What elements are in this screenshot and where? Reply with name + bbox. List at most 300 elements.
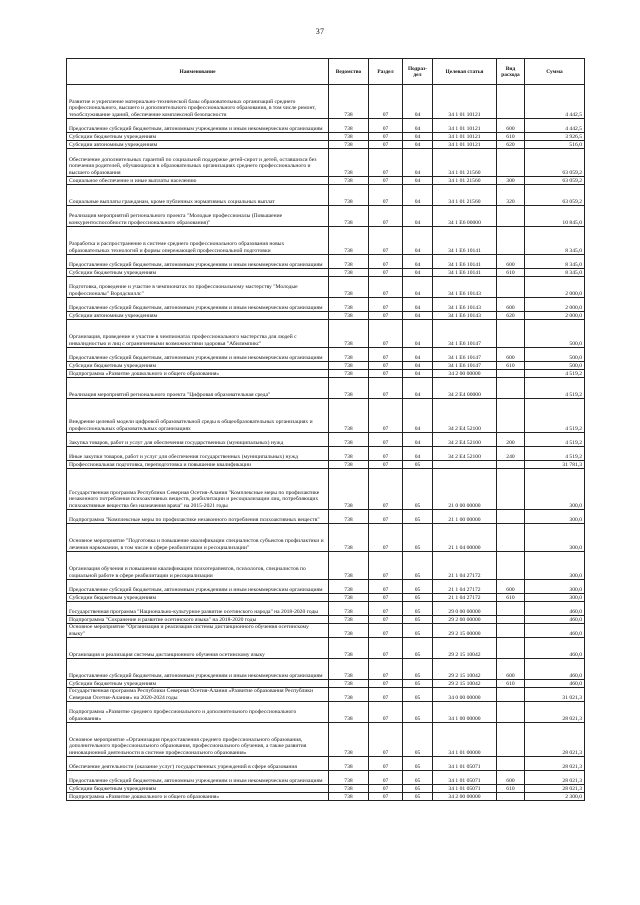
row-sum: 300,0 — [525, 524, 585, 552]
row-vedomstvo: 738 — [329, 362, 369, 370]
row-target: 34 1 00 00000 — [433, 702, 497, 723]
row-razdel: 07 — [369, 469, 403, 510]
row-podrazdel: 04 — [403, 149, 433, 177]
row-target: 34 0 00 00000 — [433, 688, 497, 702]
row-name: Подпрограмма "Сохранение и развитие осетинского языка" на 2018-2020 годы — [67, 616, 329, 624]
row-vedomstvo: 738 — [329, 688, 369, 702]
row-sum: 460,0 — [525, 659, 585, 680]
row-name: Подпрограмма «Развитие среднего профессионального и дополнительного профессионального образования» — [67, 702, 329, 723]
row-razdel: 07 — [369, 433, 403, 447]
row-razdel: 07 — [369, 510, 403, 524]
row-target: 29 2 00 00000 — [433, 616, 497, 624]
row-vid — [497, 399, 525, 433]
row-vedomstvo: 738 — [329, 552, 369, 580]
row-vid — [497, 370, 525, 378]
row-sum: 4 442,5 — [525, 119, 585, 133]
table-row — [67, 133, 585, 141]
row-podrazdel: 05 — [403, 461, 433, 469]
row-razdel: 07 — [369, 133, 403, 141]
row-podrazdel: 05 — [403, 624, 433, 638]
row-razdel: 07 — [369, 580, 403, 594]
row-podrazdel: 05 — [403, 771, 433, 785]
row-vedomstvo: 738 — [329, 680, 369, 688]
row-vid: 600 — [497, 580, 525, 594]
row-sum: 28 021,3 — [525, 771, 585, 785]
row-razdel: 07 — [369, 461, 403, 469]
row-target: 34 1 E6 10141 — [433, 255, 497, 269]
row-sum: 8 345,0 — [525, 227, 585, 255]
row-razdel: 07 — [369, 680, 403, 688]
row-name: Субсидии бюджетным учреждениям — [67, 594, 329, 602]
table-row — [67, 399, 585, 433]
row-name: Обеспечение деятельности (оказание услуг) государственных учреждений в сфере образования — [67, 757, 329, 771]
table-row — [67, 255, 585, 269]
row-podrazdel: 04 — [403, 298, 433, 312]
row-podrazdel: 05 — [403, 688, 433, 702]
row-vedomstvo: 738 — [329, 370, 369, 378]
row-vid: 610 — [497, 594, 525, 602]
header-razdel: Раздел — [369, 59, 403, 85]
table-row — [67, 785, 585, 793]
row-target: 34 1 E6 10141 — [433, 269, 497, 277]
row-name: Предоставление субсидий бюджетным, автономным учреждениям и иным некоммерческим организациям — [67, 771, 329, 785]
row-vid: 610 — [497, 133, 525, 141]
row-name: Предоставление субсидий бюджетным, автономным учреждениям и иным некоммерческим организациям — [67, 659, 329, 680]
row-vedomstvo: 738 — [329, 469, 369, 510]
row-vedomstvo: 738 — [329, 141, 369, 149]
row-name: Подпрограмма «Развитие дошкольного и общего образования» — [67, 370, 329, 378]
row-vid: 600 — [497, 771, 525, 785]
row-vedomstvo: 738 — [329, 580, 369, 594]
row-razdel: 07 — [369, 616, 403, 624]
row-vid: 610 — [497, 269, 525, 277]
row-podrazdel: 04 — [403, 277, 433, 298]
row-sum: 4 519,2 — [525, 378, 585, 399]
row-name: Государственная программа Республики Северная Осетия-Алания "Комплексные меры по профилактике незаконного потребления психоактивных веществ, реабилитации и ресоциализации лиц, потребляющих психоактивные вещества без назначения врача" на 2015-2021 годы — [67, 469, 329, 510]
row-name: Основное мероприятие "Организация и реализация системы дистанционного обучения осетинскому языку" — [67, 624, 329, 638]
table-row — [67, 602, 585, 616]
row-podrazdel: 05 — [403, 594, 433, 602]
row-sum: 300,0 — [525, 510, 585, 524]
row-sum: 28 021,3 — [525, 702, 585, 723]
table-row — [67, 298, 585, 312]
row-vedomstvo: 738 — [329, 702, 369, 723]
row-razdel: 07 — [369, 638, 403, 659]
row-razdel: 07 — [369, 185, 403, 206]
table-row — [67, 723, 585, 757]
row-podrazdel: 04 — [403, 320, 433, 348]
row-vid — [497, 461, 525, 469]
row-vid — [497, 624, 525, 638]
row-sum: 63 059,2 — [525, 185, 585, 206]
row-name: Обеспечение дополнительных гарантий по социальной поддержке детей-сирот и детей, оставшихся без попечения родителей, обучающихся в образовательных организациях среднего профессионального и высшего образования — [67, 149, 329, 177]
row-target: 21 1 04 00000 — [433, 524, 497, 552]
row-vedomstvo: 738 — [329, 185, 369, 206]
row-name: Основное мероприятие "Подготовка и повышение квалификации специалистов субъектов профилактики и лечения наркомании, в том числе в сфере реабилитации и ресоциализации" — [67, 524, 329, 552]
row-target: 34 2 E4 00000 — [433, 378, 497, 399]
row-vedomstvo: 738 — [329, 510, 369, 524]
row-podrazdel: 05 — [403, 580, 433, 594]
row-vedomstvo: 738 — [329, 723, 369, 757]
row-vid — [497, 206, 525, 227]
row-sum: 28 021,3 — [525, 785, 585, 793]
row-razdel: 07 — [369, 348, 403, 362]
row-vedomstvo: 738 — [329, 378, 369, 399]
row-target — [433, 461, 497, 469]
table-row — [67, 185, 585, 206]
row-vid — [497, 85, 525, 119]
row-vid — [497, 616, 525, 624]
header-podrazdel: Подраз-дел — [403, 59, 433, 85]
row-vedomstvo: 738 — [329, 447, 369, 461]
row-razdel: 07 — [369, 602, 403, 616]
row-vedomstvo: 738 — [329, 399, 369, 433]
row-vid — [497, 510, 525, 524]
row-razdel: 07 — [369, 206, 403, 227]
row-vedomstvo: 738 — [329, 277, 369, 298]
row-vid: 600 — [497, 119, 525, 133]
row-target: 34 1 01 21560 — [433, 177, 497, 185]
row-razdel: 07 — [369, 723, 403, 757]
row-name: Предоставление субсидий бюджетным, автономным учреждениям и иным некоммерческим организациям — [67, 298, 329, 312]
row-sum: 500,0 — [525, 320, 585, 348]
row-target: 34 2 00 00000 — [433, 370, 497, 378]
row-vid — [497, 227, 525, 255]
table-row — [67, 206, 585, 227]
header-target: Целевая статья — [433, 59, 497, 85]
row-podrazdel: 05 — [403, 510, 433, 524]
row-razdel: 07 — [369, 757, 403, 771]
table-row — [67, 461, 585, 469]
table-row — [67, 624, 585, 638]
row-podrazdel: 05 — [403, 638, 433, 659]
row-podrazdel: 05 — [403, 757, 433, 771]
row-target: 34 1 01 05071 — [433, 757, 497, 771]
row-vedomstvo: 738 — [329, 659, 369, 680]
row-vedomstvo: 738 — [329, 255, 369, 269]
row-target: 34 2 E4 52100 — [433, 447, 497, 461]
table-row — [67, 269, 585, 277]
row-sum: 8 345,0 — [525, 269, 585, 277]
row-razdel: 07 — [369, 793, 403, 801]
row-razdel: 07 — [369, 702, 403, 723]
row-vedomstvo: 738 — [329, 757, 369, 771]
table-header-row — [67, 59, 585, 85]
row-vedomstvo: 738 — [329, 85, 369, 119]
row-target: 34 2 E4 52100 — [433, 399, 497, 433]
row-razdel: 07 — [369, 552, 403, 580]
row-podrazdel: 04 — [403, 378, 433, 399]
table-row — [67, 793, 585, 801]
row-target: 34 1 E6 10147 — [433, 348, 497, 362]
table-row — [67, 524, 585, 552]
row-name: Закупка товаров, работ и услуг для обеспечения государственных (муниципальных) нужд — [67, 433, 329, 447]
row-name: Субсидии автономным учреждениям — [67, 141, 329, 149]
row-vedomstvo: 738 — [329, 638, 369, 659]
row-target: 21 1 00 00000 — [433, 510, 497, 524]
row-name: Разработка и распространение в системе среднего профессионального образования новых образовательных технологий и формы опережающей профессиональной подготовки — [67, 227, 329, 255]
row-sum: 300,0 — [525, 469, 585, 510]
row-podrazdel: 05 — [403, 723, 433, 757]
row-vedomstvo: 738 — [329, 616, 369, 624]
row-sum: 63 059,2 — [525, 177, 585, 185]
row-podrazdel: 04 — [403, 133, 433, 141]
row-name: Социальные выплаты гражданам, кроме публичных нормативных социальных выплат — [67, 185, 329, 206]
table-row — [67, 378, 585, 399]
table-row — [67, 638, 585, 659]
table-row — [67, 594, 585, 602]
table-row — [67, 757, 585, 771]
row-vedomstvo: 738 — [329, 602, 369, 616]
table-row — [67, 320, 585, 348]
row-podrazdel: 04 — [403, 362, 433, 370]
row-vid: 610 — [497, 680, 525, 688]
row-razdel: 07 — [369, 370, 403, 378]
row-name: Организация обучения и повышения квалификации психотерапевтов, психологов, специалистов по социальной работе в сфере реабилитации и ресоциализации — [67, 552, 329, 580]
row-sum: 8 345,0 — [525, 255, 585, 269]
row-vid: 600 — [497, 659, 525, 680]
row-target: 34 1 01 21560 — [433, 149, 497, 177]
row-target: 34 1 E6 10143 — [433, 312, 497, 320]
table-row — [67, 119, 585, 133]
header-name: Наименование — [67, 59, 329, 85]
row-vid — [497, 702, 525, 723]
row-name: Предоставление субсидий бюджетным, автономным учреждениям и иным некоммерческим организациям — [67, 580, 329, 594]
row-vedomstvo: 738 — [329, 133, 369, 141]
row-sum: 2 000,0 — [525, 312, 585, 320]
row-sum: 300,0 — [525, 552, 585, 580]
row-sum: 10 845,0 — [525, 206, 585, 227]
row-podrazdel: 05 — [403, 616, 433, 624]
table-row — [67, 149, 585, 177]
row-vid: 620 — [497, 141, 525, 149]
row-sum: 300,0 — [525, 580, 585, 594]
row-podrazdel: 05 — [403, 524, 433, 552]
table-row — [67, 771, 585, 785]
row-vid — [497, 469, 525, 510]
row-vedomstvo: 738 — [329, 119, 369, 133]
row-vid — [497, 757, 525, 771]
row-vid: 610 — [497, 785, 525, 793]
row-razdel: 07 — [369, 298, 403, 312]
row-razdel: 07 — [369, 659, 403, 680]
row-razdel: 07 — [369, 785, 403, 793]
row-sum: 460,0 — [525, 624, 585, 638]
row-target: 34 1 01 00000 — [433, 723, 497, 757]
row-target: 34 1 E6 00000 — [433, 206, 497, 227]
row-sum: 300,0 — [525, 594, 585, 602]
row-target: 34 1 01 05071 — [433, 771, 497, 785]
row-target: 34 1 01 10121 — [433, 85, 497, 119]
row-target: 34 1 E6 10147 — [433, 320, 497, 348]
row-name: Развитие и укрепление материально-технической базы образовательных организаций среднего профессионального, высшего и дополнительного профессионального образования, в том числе ремонт, техобслуживание зданий, обеспечение комплексной безопасности — [67, 85, 329, 119]
row-vid — [497, 149, 525, 177]
row-vid: 600 — [497, 348, 525, 362]
row-podrazdel: 04 — [403, 141, 433, 149]
row-name: Иные закупки товаров, работ и услуг для обеспечения государственных (муниципальных) нужд — [67, 447, 329, 461]
row-podrazdel: 04 — [403, 348, 433, 362]
row-sum: 460,0 — [525, 602, 585, 616]
row-vedomstvo: 738 — [329, 227, 369, 255]
row-vid: 600 — [497, 255, 525, 269]
table-row — [67, 433, 585, 447]
row-name: Подготовка, проведение и участие в чемпионатах по профессиональному мастерству "Молодые профессионалы" Ворлдскиллс" — [67, 277, 329, 298]
row-target: 34 1 01 10121 — [433, 119, 497, 133]
row-podrazdel: 04 — [403, 85, 433, 119]
row-target: 34 1 01 05071 — [433, 785, 497, 793]
row-podrazdel: 05 — [403, 552, 433, 580]
table-row — [67, 177, 585, 185]
row-name: Предоставление субсидий бюджетным, автономным учреждениям и иным некоммерческим организациям — [67, 348, 329, 362]
row-name: Субсидии бюджетным учреждениям — [67, 133, 329, 141]
row-vedomstvo: 738 — [329, 149, 369, 177]
row-razdel: 07 — [369, 624, 403, 638]
row-name: Государственная программа "Национально-культурное развитие осетинского народа" на 2018-2020 годы — [67, 602, 329, 616]
row-vedomstvo: 738 — [329, 524, 369, 552]
row-vid — [497, 552, 525, 580]
row-podrazdel: 04 — [403, 227, 433, 255]
row-vid: 200 — [497, 433, 525, 447]
table-row — [67, 702, 585, 723]
row-sum: 500,0 — [525, 362, 585, 370]
row-name: Внедрение целевой модели цифровой образовательной среды в общеобразовательных организациях и профессиональных образовательных организациях — [67, 399, 329, 433]
row-sum: 3 926,5 — [525, 133, 585, 141]
row-podrazdel: 05 — [403, 602, 433, 616]
row-vedomstvo: 738 — [329, 206, 369, 227]
row-name: Реализация мероприятий регионального проекта "Цифровая образовательная среда" — [67, 378, 329, 399]
row-target: 34 1 E6 10147 — [433, 362, 497, 370]
table-row — [67, 688, 585, 702]
row-name: Субсидии бюджетным учреждениям — [67, 785, 329, 793]
table-row — [67, 85, 585, 119]
row-target: 34 2 00 00000 — [433, 793, 497, 801]
table-row — [67, 552, 585, 580]
table-row — [67, 277, 585, 298]
row-vedomstvo: 738 — [329, 624, 369, 638]
row-vid — [497, 723, 525, 757]
row-vedomstvo: 738 — [329, 177, 369, 185]
row-sum: 31 021,3 — [525, 688, 585, 702]
table-row — [67, 580, 585, 594]
row-sum: 4 519,2 — [525, 447, 585, 461]
row-sum: 31 781,3 — [525, 461, 585, 469]
row-name: Подпрограмма "Комплексные меры по профилактике незаконного потребления психоактивных веществ" — [67, 510, 329, 524]
row-target: 34 1 01 21560 — [433, 185, 497, 206]
row-vid: 610 — [497, 362, 525, 370]
row-target: 34 1 01 10121 — [433, 133, 497, 141]
row-vid — [497, 320, 525, 348]
row-sum: 63 059,2 — [525, 149, 585, 177]
header-sum: Сумма — [525, 59, 585, 85]
row-sum: 4 519,2 — [525, 399, 585, 433]
row-razdel: 07 — [369, 149, 403, 177]
row-name: Подпрограмма «Развитие дошкольного и общего образования» — [67, 793, 329, 801]
row-razdel: 07 — [369, 227, 403, 255]
row-vedomstvo: 738 — [329, 433, 369, 447]
row-vid — [497, 638, 525, 659]
row-target: 34 2 E4 52100 — [433, 433, 497, 447]
row-podrazdel: 04 — [403, 399, 433, 433]
row-name: Субсидии бюджетным учреждениям — [67, 362, 329, 370]
row-razdel: 07 — [369, 771, 403, 785]
row-vid — [497, 688, 525, 702]
row-razdel: 07 — [369, 594, 403, 602]
row-podrazdel: 05 — [403, 702, 433, 723]
row-name: Социальное обеспечение и иные выплаты населению — [67, 177, 329, 185]
row-sum: 460,0 — [525, 616, 585, 624]
row-name: Реализация мероприятий регионального проекта "Молодые профессионалы (Повышение конкурентоспособности профессионального образования)" — [67, 206, 329, 227]
row-name: Предоставление субсидий бюджетным, автономным учреждениям и иным некоммерческим организациям — [67, 255, 329, 269]
row-sum: 460,0 — [525, 680, 585, 688]
row-razdel: 07 — [369, 447, 403, 461]
row-name: Профессиональная подготовка, переподготовка и повышение квалификации — [67, 461, 329, 469]
row-razdel: 07 — [369, 177, 403, 185]
header-vid: Вид расхода — [497, 59, 525, 85]
row-target: 34 1 E6 10143 — [433, 298, 497, 312]
row-target: 29 2 15 10042 — [433, 680, 497, 688]
row-razdel: 07 — [369, 399, 403, 433]
row-name: Организация и реализация системы дистанционного обучения осетинскому языку — [67, 638, 329, 659]
row-target: 21 1 04 27172 — [433, 580, 497, 594]
row-podrazdel: 05 — [403, 659, 433, 680]
row-podrazdel: 04 — [403, 255, 433, 269]
table-row — [67, 680, 585, 688]
row-vid — [497, 378, 525, 399]
table-row — [67, 227, 585, 255]
row-podrazdel: 04 — [403, 177, 433, 185]
row-sum: 2 000,0 — [525, 277, 585, 298]
row-sum: 460,0 — [525, 638, 585, 659]
row-vedomstvo: 738 — [329, 298, 369, 312]
row-sum: 28 021,3 — [525, 723, 585, 757]
row-sum: 4 519,2 — [525, 433, 585, 447]
row-vedomstvo: 738 — [329, 320, 369, 348]
row-target: 34 1 E6 10141 — [433, 227, 497, 255]
row-razdel: 07 — [369, 141, 403, 149]
row-podrazdel: 04 — [403, 185, 433, 206]
row-podrazdel: 04 — [403, 206, 433, 227]
table-row — [67, 616, 585, 624]
row-target: 34 1 01 10121 — [433, 141, 497, 149]
row-podrazdel: 05 — [403, 785, 433, 793]
row-vedomstvo: 738 — [329, 785, 369, 793]
row-name: Государственная программа Республики Северная Осетия-Алания «Развитие образования Республики Северная Осетия-Алания» на 2020-2024 годы — [67, 688, 329, 702]
table-row — [67, 370, 585, 378]
table-row — [67, 510, 585, 524]
row-vedomstvo: 738 — [329, 348, 369, 362]
row-vid: 620 — [497, 312, 525, 320]
row-vid — [497, 793, 525, 801]
row-sum: 28 021,3 — [525, 757, 585, 771]
row-target: 21 1 04 27172 — [433, 594, 497, 602]
page-number: 37 — [315, 27, 325, 36]
row-target: 29 2 15 10042 — [433, 659, 497, 680]
header-vedomstvo: Ведомство — [329, 59, 369, 85]
row-name: Предоставление субсидий бюджетным, автономным учреждениям и иным некоммерческим организациям — [67, 119, 329, 133]
row-target: 21 0 00 00000 — [433, 469, 497, 510]
row-target: 29 0 00 00000 — [433, 602, 497, 616]
row-razdel: 07 — [369, 85, 403, 119]
table-row — [67, 469, 585, 510]
row-name: Субсидии автономным учреждениям — [67, 312, 329, 320]
row-podrazdel: 04 — [403, 312, 433, 320]
row-sum: 2 000,0 — [525, 298, 585, 312]
row-razdel: 07 — [369, 362, 403, 370]
row-name: Организация, проведение и участие в чемпионатах профессионального мастерства для людей с инвалидностью и лиц с ограниченными возможностями здоровья "Абилимпикс" — [67, 320, 329, 348]
table-row — [67, 659, 585, 680]
row-razdel: 07 — [369, 688, 403, 702]
row-podrazdel: 05 — [403, 680, 433, 688]
